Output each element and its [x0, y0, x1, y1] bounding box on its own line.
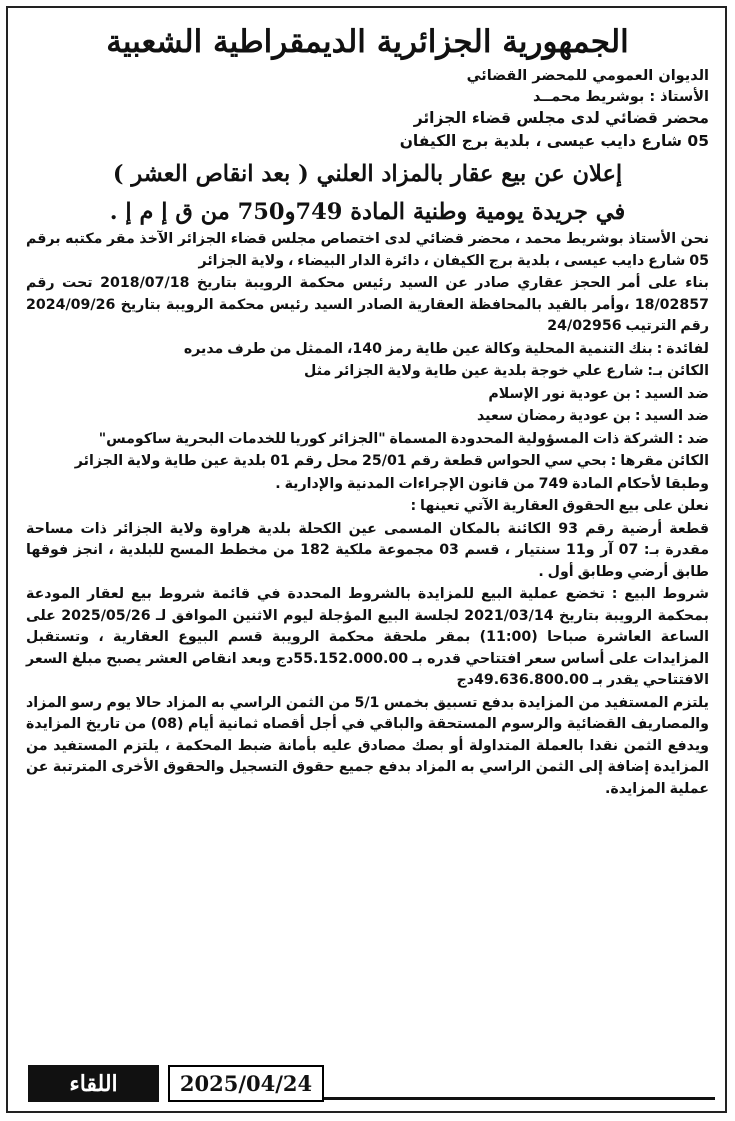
property-description: قطعة أرضية رقم 93 الكائنة بالمكان المسمى عين الكحلة بلدية هراوة ولاية الجزائر ذات مساحة مقدرة بـ: 07 آر و11 سنتيار ، قسم 03 مجموعة ملكية 182 من مخطط المسح للبلدية ، انجز فوقها طابق أرضي وطابق أول . [26, 520, 710, 580]
seizure-order-paragraph: بناء على أمر الحجز عقاري صادر عن السيد رئيس محكمة الرويبة بتاريخ 2018/07/18 تحت رقم 18/02857 ،وأمر بالقيد بالمحافظة العقارية الصادر السيد رئيس محكمة الرويبة بتاريخ 2024/09/26 رقم الترتيب 24/02956 [26, 275, 709, 334]
newspaper-name: اللقاء [28, 1065, 159, 1102]
announcement-subtitle: في جريدة يومية وطنية المادة 749و750 من ق إ م إ . [109, 199, 626, 225]
court-line: محضر قضائي لدى مجلس قضاء الجزائر [413, 109, 709, 127]
legal-basis: وطبقا لأحكام المادة 749 من قانون الإجراءات المدنية والإدارية . [275, 475, 709, 492]
sale-conditions: شروط البيع : تخضع عملية البيع للمزايدة بالشروط المحددة في قائمة شروط بيع لعقار المودعة بمحكمة الرويبة بتاريخ 2021/03/14 لجلسة البيع المؤجلة ليوم الاثنين الموافق لـ 2025/05/26 على الساعة العاشرة صباحا (11:00) بمقر ملحقة محكمة الرويبة قسم البيوع العقارية ، وتستقبل المزايدات على أساس سعر افتتاحي قدره بـ 55.152.000.00دج وبعد انقاص العشر يصبح مبلغ السعر الافتتاحي يقدر بـ 49.636.800.00دج [26, 586, 710, 688]
company-address: الكائن مقرها : بحي سي الحواس قطعة رقم 25/01 محل رقم 01 بلدية عين طاية ولاية الجزائر [74, 453, 709, 469]
bailiff-name: الأستاذ : بوشريط محمــد [533, 88, 709, 105]
beneficiary-line: لفائدة : بنك التنمية المحلية وكالة عين طاية رمز 140، الممثل من طرف مديره [183, 340, 709, 357]
announcement-title: إعلان عن بيع عقار بالمزاد العلني ( بعد انقاص العشر ) [112, 161, 623, 187]
publication-footer [28, 1065, 324, 1102]
footer-rule [297, 1097, 715, 1100]
property-intro: نعلن على بيع الحقوق العقارية الآتي تعينها : [410, 498, 709, 514]
notice-content [8, 8, 725, 800]
bailiff-paragraph: نحن الأستاذ بوشريط محمد ، محضر قضائي لدى اختصاص مجلس قضاء الجزائر الآخذ مقر مكتبه برقم 05 شارع دايب عيسى ، بلدية برج الكيفان ، دائرة الدار البيضاء ، ولاية الجزائر [26, 231, 709, 269]
defendant-2: ضد السيد : بن عودية رمضان سعيد [476, 408, 709, 424]
buyer-obligations: يلتزم المستفيد من المزايدة بدفع تسبيق بخمس 5/1 من الثمن الراسي به المزاد حالا يوم رسو المزاد والمصاريف القضائية والرسوم المستحقة والباقي في أجل أقصاه ثمانية أيام (08) من تاريخ المزايدة ويدفع الثمن نقدا بالعملة المتداولة أو بصك مصادق عليه بأمانة ضبط المحكمة ، يلتزم المستفيد من المزايدة إضافة إلى الثمن الراسي به المزاد بدفع جميع حقوق التسجيل والحقوق الأخرى المترتبة عن عملية المزايدة. [26, 694, 709, 797]
beneficiary-address: الكائن بـ: شارع علي خوجة بلدية عين طاية ولاية الجزائر مثل [304, 363, 709, 379]
legal-notice [6, 6, 727, 1113]
office-address: 05 شارع دايب عيسى ، بلدية برج الكيفان [399, 132, 709, 150]
republic-title: الجمهورية الجزائرية الديمقراطية الشعبية [106, 24, 629, 60]
office-line: الديوان العمومي للمحضر القضائي [466, 68, 709, 84]
defendant-company: ضد : الشركة ذات المسؤولية المحدودة المسماة "الجزائر كوريا للخدمات البحرية ساكومس" [98, 430, 709, 447]
defendant-1: ضد السيد : بن عودية نور الإسلام [488, 385, 709, 402]
publication-date: 2025/04/24 [168, 1065, 324, 1102]
